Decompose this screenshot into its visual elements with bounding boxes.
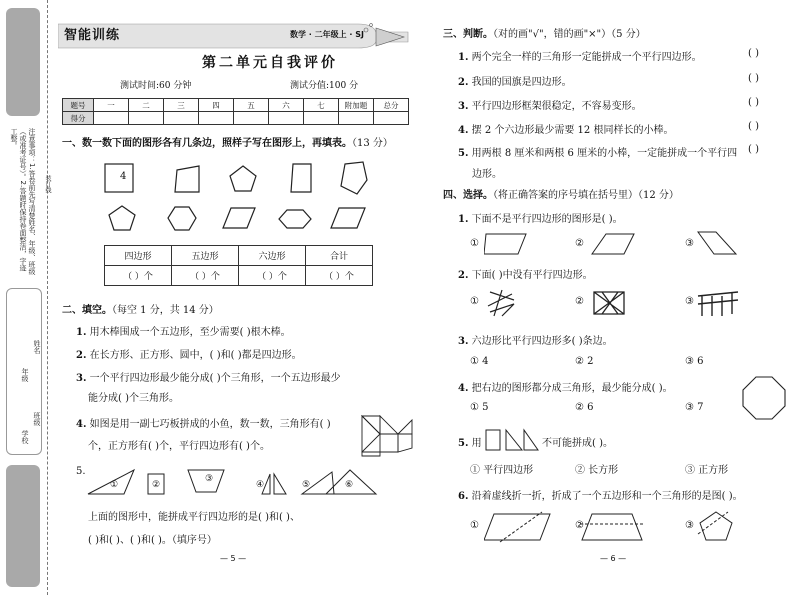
octagon-figure [740, 374, 788, 422]
s4-q3 [458, 332, 613, 347]
s4-q5-option-1[interactable]: ① 平行四边形 [470, 465, 534, 476]
q-text: 沿着虚线折一折，折成了一个五边形和一个三角形的是图( )。 [471, 491, 743, 502]
count-header: 六边形 [239, 246, 306, 266]
score-cell[interactable] [374, 112, 409, 125]
count-blank[interactable]: （ ）个 [172, 266, 239, 286]
s4-q4-option-1[interactable]: ① 5 [470, 402, 489, 413]
shape-pentagon-2 [341, 162, 367, 194]
s4-q1-shapes [484, 230, 744, 258]
s2-q5-num: 5. [76, 466, 86, 477]
shape-pentagon-3 [109, 206, 135, 230]
binding-sidebar [0, 0, 50, 595]
shape-hexagon-2 [279, 210, 311, 228]
section3-title [443, 25, 646, 40]
count-blank[interactable]: （ ）个 [306, 266, 373, 286]
s4-q5 [458, 434, 482, 449]
header-subtitle: 数学 · 二年级上 · SJ [290, 30, 364, 39]
section2-title [62, 301, 219, 316]
s2-q4-line2: 个，正方形有( )个，平行四边形有( )个。 [88, 441, 270, 452]
shape-hexagon [168, 207, 196, 230]
s3-item-3 [458, 97, 642, 112]
q-text: 摆 2 个六边形最少需要 12 根同样长的小棒。 [471, 125, 674, 136]
s4-q3-option-1[interactable]: ① 4 [470, 356, 489, 367]
score-cell[interactable] [269, 112, 304, 125]
page-title: 第二单元自我评价 [202, 55, 338, 71]
sidebar-field-grade: 年级 [21, 368, 29, 382]
s2-q3-line1 [76, 369, 341, 384]
brand-title: 智能训练 [64, 28, 121, 43]
q-text: 两个完全一样的三角形一定能拼成一个平行四边形。 [471, 52, 702, 63]
count-table [104, 245, 373, 286]
sidebar-field-class: 班级 [33, 412, 41, 426]
s2-q1 [76, 323, 291, 338]
q-num: 3. [458, 101, 469, 112]
q-text: 把右边的图形都分成三角形，最少能分成( )。 [471, 383, 673, 394]
s3-blank-2[interactable]: ( ) [748, 73, 759, 84]
tangram-fish-figure [360, 410, 418, 458]
s3-item-1 [458, 48, 702, 63]
score-header: 二 [129, 99, 164, 112]
shape-square [105, 164, 133, 192]
s4-q1-marker-2: ② [575, 238, 584, 249]
sidebar-field-name: 姓名 [33, 340, 41, 354]
q-text: 我国的国旗是四边形。 [471, 77, 572, 88]
q-num: 1. [458, 214, 469, 225]
s3-blank-4[interactable]: ( ) [748, 121, 759, 132]
q-text: 在长方形、正方形、圆中，( )和( )都是四边形。 [89, 350, 302, 361]
section1-title [62, 134, 393, 149]
score-header: 总分 [374, 99, 409, 112]
score-cell[interactable] [234, 112, 269, 125]
cut-line-label: 装订线 [44, 175, 51, 193]
shape-label-1: ① [110, 480, 119, 490]
count-header: 四边形 [105, 246, 172, 266]
s3-item-5-line2: 边形。 [472, 169, 502, 180]
shape-parallelogram [223, 208, 255, 228]
section2-points: （每空 1 分，共 14 分） [112, 305, 219, 316]
s3-blank-5a[interactable]: ( ) [748, 144, 759, 155]
s4-q6-marker-1: ① [470, 520, 479, 531]
s4-q5-option-2[interactable]: ② 长方形 [575, 465, 619, 476]
section3-instr: （对的画"√"，错的画"×"）（5 分） [493, 29, 646, 40]
s4-q2-marker-2: ② [575, 296, 584, 307]
q-text: 六边形比平行四边形多( )条边。 [471, 336, 613, 347]
score-header: 七 [304, 99, 339, 112]
shape-parallelogram-2 [331, 208, 365, 228]
shape-label-5: ⑤ [302, 480, 311, 490]
page-number-left: — 5 — [220, 554, 247, 563]
s4-q4-option-3[interactable]: ③ 7 [685, 402, 704, 413]
s2-q5-shapes [84, 468, 384, 498]
s3-blank-3[interactable]: ( ) [748, 97, 759, 108]
binding-cut-line [47, 0, 48, 595]
test-time: 测试时间:60 分钟 [120, 81, 192, 91]
q-text: 下面( )中没有平行四边形。 [471, 270, 593, 281]
s2-q4-line1 [76, 415, 331, 430]
s2-q5-line2: ( )和( )、( )和( )。（填序号） [88, 535, 217, 546]
score-cell[interactable] [199, 112, 234, 125]
shape-quad-2 [291, 164, 311, 192]
sidebar-notice: 注意事项：1.答卷前先写清楚姓名、年级、班级（或准考证号）。2.答题时保持卷面整洁，字迹工整。 [10, 128, 36, 275]
page-number-right: — 6 — [600, 554, 627, 563]
s4-q2-marker-3: ③ [685, 296, 694, 307]
section1-points: （13 分） [352, 138, 393, 149]
q-num: 6. [458, 491, 469, 502]
s4-q2 [458, 266, 593, 281]
q-num: 4. [458, 383, 469, 394]
q-num: 4. [76, 419, 87, 430]
shape-pentagon [230, 166, 256, 191]
q-num: 2. [458, 77, 469, 88]
q-num: 3. [458, 336, 469, 347]
s4-q6 [458, 487, 743, 502]
count-blank[interactable]: （ ）个 [239, 266, 306, 286]
s4-q3-option-2[interactable]: ② 2 [575, 356, 594, 367]
s4-q1-marker-3: ③ [685, 238, 694, 249]
example-side-count: 4 [120, 171, 127, 182]
s4-q5-post: 不可能拼成( )。 [542, 438, 613, 449]
q-num: 5. [458, 148, 469, 159]
s2-q5-line1: 上面的图形中，能拼成平行四边形的是( )和( )、 [88, 512, 300, 523]
q-num: 2. [458, 270, 469, 281]
q-num: 5. [458, 438, 469, 449]
section2-title-text: 二、填空。 [62, 305, 112, 316]
score-cell[interactable] [304, 112, 339, 125]
q-num: 1. [458, 52, 469, 63]
shape-label-2: ② [152, 480, 161, 490]
q-text: 用两根 8 厘米和两根 6 厘米的小棒，一定能拼成一个平行四 [471, 148, 738, 159]
count-blank[interactable]: （ ）个 [105, 266, 172, 286]
s4-q2-shapes [484, 286, 744, 320]
sidebar-field-school: 学校 [21, 430, 29, 444]
shape-label-3: ③ [205, 474, 214, 484]
score-header: 六 [269, 99, 304, 112]
q-text: 如图是用一副七巧板拼成的小鱼，数一数，三角形有( ) [89, 419, 331, 430]
s4-q1 [458, 210, 623, 225]
score-header: 附加题 [339, 99, 374, 112]
s3-item-5 [458, 144, 737, 159]
shape-label-4: ④ [256, 480, 265, 490]
s4-q2-marker-1: ① [470, 296, 479, 307]
s4-q3-option-3[interactable]: ③ 6 [685, 356, 704, 367]
s2-q3-line2: 能分成( )个三角形。 [88, 393, 179, 404]
test-score: 测试分值:100 分 [290, 81, 359, 91]
score-cell[interactable] [339, 112, 374, 125]
section4-title-text: 四、选择。 [443, 190, 493, 201]
q-num: 1. [76, 327, 87, 338]
s3-blank-1[interactable]: ( ) [748, 48, 759, 59]
q-text: 用木棒围成一个五边形，至少需要( )根木棒。 [89, 327, 291, 338]
count-header: 五边形 [172, 246, 239, 266]
s4-q5-option-3[interactable]: ③ 正方形 [685, 465, 729, 476]
s4-q6-shapes [484, 508, 744, 546]
score-header: 题号 [63, 99, 94, 112]
s4-q6-marker-3: ③ [685, 520, 694, 531]
s3-item-4 [458, 121, 673, 136]
s4-q1-marker-1: ① [470, 238, 479, 249]
score-cell[interactable] [164, 112, 199, 125]
q-text: 下面不是平行四边形的图形是( )。 [471, 214, 623, 225]
score-cell[interactable] [129, 112, 164, 125]
s4-q4-option-2[interactable]: ② 6 [575, 402, 594, 413]
shape-label-6: ⑥ [345, 480, 354, 490]
q-num: 2. [76, 350, 87, 361]
q-text-pre: 用 [471, 438, 482, 449]
score-cell[interactable] [94, 112, 129, 125]
score-header: 三 [164, 99, 199, 112]
score-header: 四 [199, 99, 234, 112]
q-num: 3. [76, 373, 87, 384]
q-text: 平行四边形框架很稳定，不容易变形。 [471, 101, 642, 112]
section1-shapes [95, 158, 395, 238]
s2-q2 [76, 346, 302, 361]
s4-q5-pieces [484, 426, 540, 452]
score-table [62, 98, 409, 125]
q-text: 一个平行四边形最少能分成( )个三角形，一个五边形最少 [89, 373, 341, 384]
section4-title [443, 186, 679, 201]
s3-item-2 [458, 73, 572, 88]
section4-instr: （将正确答案的序号填在括号里）（12 分） [493, 190, 679, 201]
score-header: 五 [234, 99, 269, 112]
q-num: 4. [458, 125, 469, 136]
s4-q4 [458, 379, 673, 394]
count-header: 合计 [306, 246, 373, 266]
score-header: 一 [94, 99, 129, 112]
s4-q6-marker-2: ② [575, 520, 584, 531]
sidebar-block-bottom [6, 465, 40, 587]
shape-quad [175, 166, 199, 192]
section3-title-text: 三、判断。 [443, 29, 493, 40]
score-row-label: 得分 [63, 112, 94, 125]
section1-title-text: 一、数一数下面的图形各有几条边，照样子写在图形上，再填表。 [62, 138, 352, 149]
sidebar-block-top [6, 8, 40, 116]
